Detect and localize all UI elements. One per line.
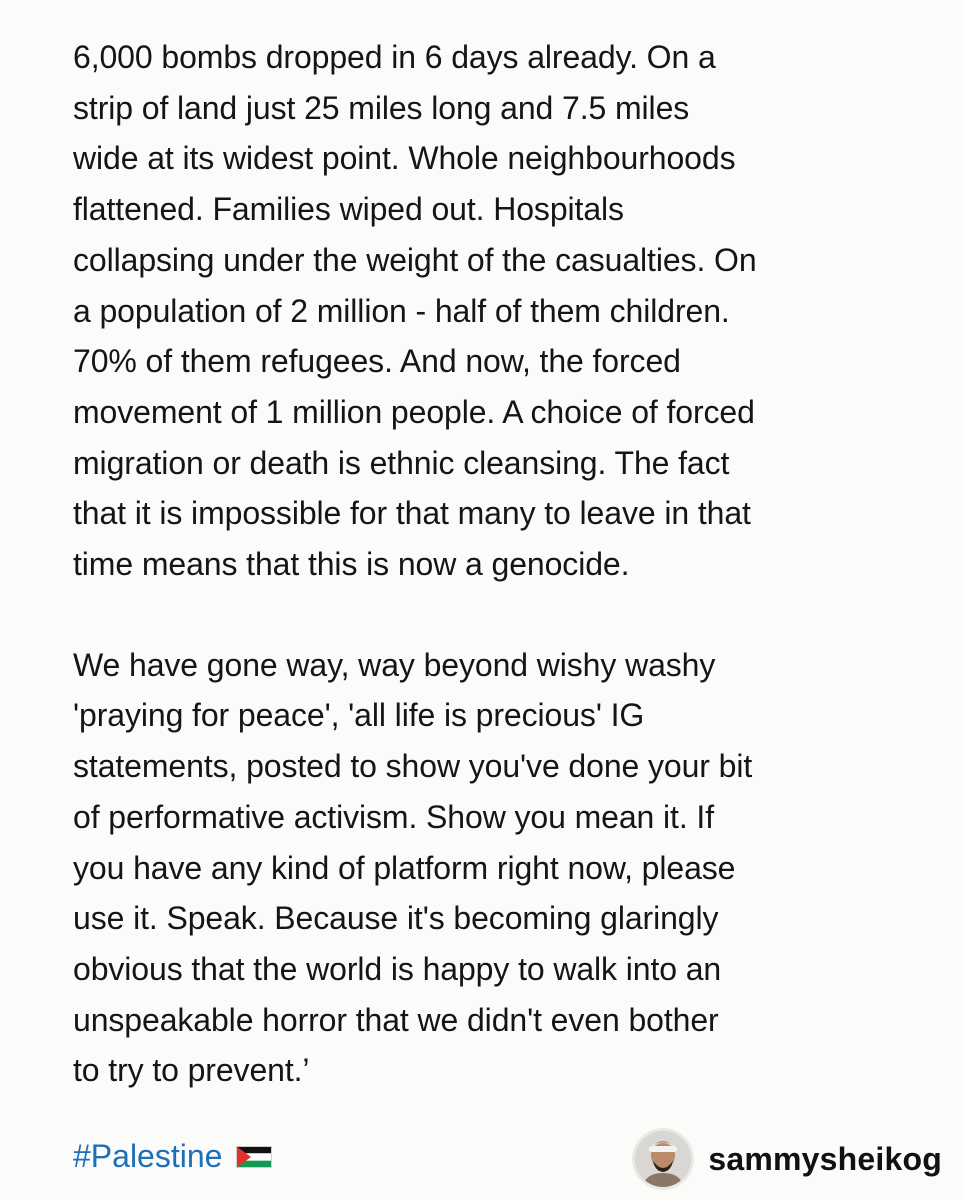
post-body xyxy=(73,32,903,1096)
username-label[interactable]: sammysheikog xyxy=(708,1140,942,1177)
post-paragraph-1: 6,000 bombs dropped in 6 days already. On a strip of land just 25 miles long and 7.5 miles wide at its widest point. Whole neighbourhoods flattened. Families wiped out. Hospitals collapsing under the weight of the casualties. On a population of 2 million - half of them children. 70% of them refugees. And now, the forced movement of 1 million people. A choice of forced migration or death is ethnic cleansing. The fact that it is impossible for that many to leave in that time means that this is now a genocide. xyxy=(73,39,757,583)
hashtag-link[interactable]: #Palestine xyxy=(73,1138,223,1174)
avatar-image xyxy=(635,1131,691,1187)
credit-badge[interactable] xyxy=(632,1128,942,1190)
avatar[interactable] xyxy=(632,1128,694,1190)
post-paragraph-2: We have gone way, way beyond wishy washy 'praying for peace', 'all life is precious' IG statements, posted to show you've done your bit of performative activism. Show you mean it. If you have any kind of platform right now, please use it. Speak. Because it's becoming glaringly obvious that the world is happy to walk into an unspeakable horror that we didn't even bother to try to prevent.’ xyxy=(73,646,753,1089)
palestine-flag-icon xyxy=(236,1146,272,1168)
hashtag-row xyxy=(73,1138,272,1175)
